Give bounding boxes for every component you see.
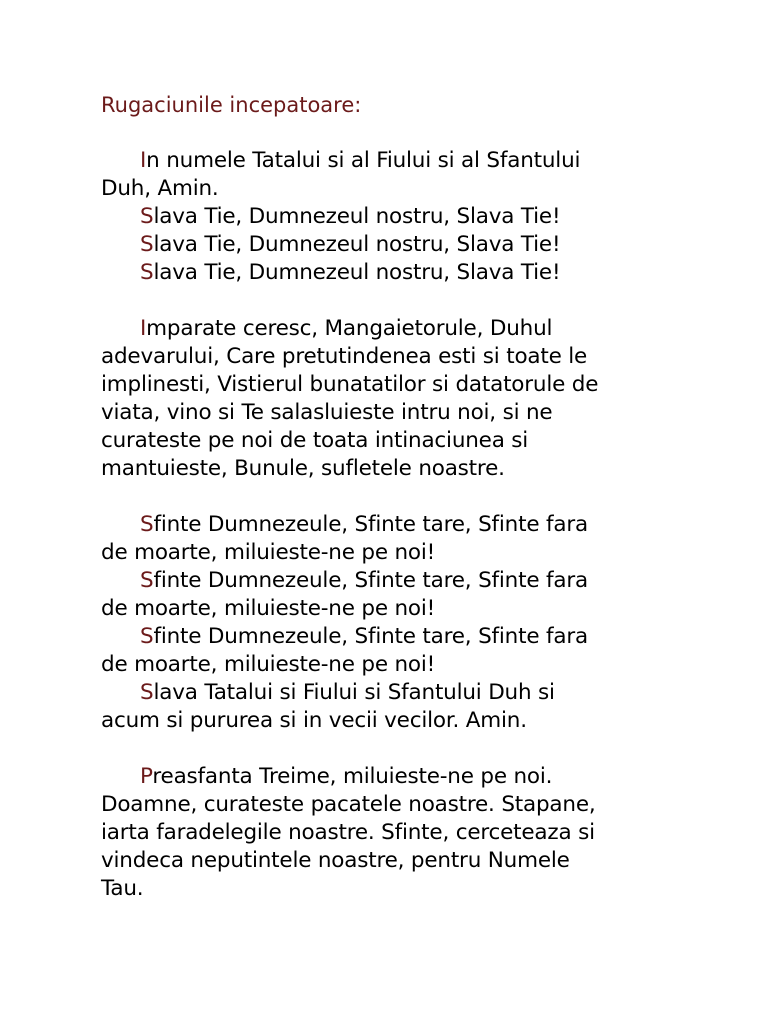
line-text: vindeca neputintele noastre, pentru Numele bbox=[101, 848, 570, 873]
line-text: finte Dumnezeule, Sfinte tare, Sfinte fara bbox=[153, 624, 588, 649]
initial-letter: S bbox=[140, 624, 154, 649]
text-line bbox=[101, 175, 666, 203]
line-text: finte Dumnezeule, Sfinte tare, Sfinte fara bbox=[153, 568, 588, 593]
line-text: viata, vino si Te salasluieste intru noi, si ne bbox=[101, 400, 553, 425]
line-text: Duh, Amin. bbox=[101, 176, 219, 201]
text-line bbox=[101, 455, 666, 483]
prayer-text bbox=[101, 147, 666, 931]
text-line bbox=[101, 203, 666, 231]
text-line bbox=[101, 875, 666, 903]
text-line bbox=[101, 763, 666, 791]
initial-letter: S bbox=[140, 680, 154, 705]
text-line bbox=[101, 427, 666, 455]
text-line bbox=[101, 567, 666, 595]
line-text: Tau. bbox=[101, 876, 144, 901]
initial-letter: I bbox=[140, 148, 147, 173]
line-text: implinesti, Vistierul bunatatilor si datatorule de bbox=[101, 372, 599, 397]
text-line bbox=[101, 651, 666, 679]
initial-letter: P bbox=[140, 764, 153, 789]
text-line bbox=[101, 819, 666, 847]
line-text: finte Dumnezeule, Sfinte tare, Sfinte fara bbox=[153, 512, 588, 537]
prayer-paragraph bbox=[101, 763, 666, 903]
initial-letter: S bbox=[140, 204, 154, 229]
text-line bbox=[101, 343, 666, 371]
text-line bbox=[101, 231, 666, 259]
initial-letter: S bbox=[140, 260, 154, 285]
text-line bbox=[101, 399, 666, 427]
line-text: n numele Tatalui si al Fiului si al Sfantului bbox=[146, 148, 581, 173]
initial-letter: S bbox=[140, 232, 154, 257]
line-text: mparate ceresc, Mangaietorule, Duhul bbox=[146, 316, 553, 341]
initial-letter: S bbox=[140, 512, 154, 537]
text-line bbox=[101, 315, 666, 343]
line-text: de moarte, miluieste-ne pe noi! bbox=[101, 652, 436, 677]
line-text: lava Tie, Dumnezeul nostru, Slava Tie! bbox=[153, 232, 561, 257]
line-text: iarta faradelegile noastre. Sfinte, cerceteaza si bbox=[101, 820, 595, 845]
line-text: de moarte, miluieste-ne pe noi! bbox=[101, 596, 436, 621]
line-text: mantuieste, Bunule, sufletele noastre. bbox=[101, 456, 505, 481]
line-text: curateste pe noi de toata intinaciunea si bbox=[101, 428, 529, 453]
line-text: reasfanta Treime, miluieste-ne pe noi. bbox=[152, 764, 553, 789]
line-text: lava Tatalui si Fiului si Sfantului Duh si bbox=[153, 680, 555, 705]
initial-letter: S bbox=[140, 568, 154, 593]
initial-letter: I bbox=[140, 316, 147, 341]
text-line bbox=[101, 371, 666, 399]
text-line bbox=[101, 847, 666, 875]
text-line bbox=[101, 539, 666, 567]
text-line bbox=[101, 791, 666, 819]
text-line bbox=[101, 707, 666, 735]
line-text: adevarului, Care pretutindenea esti si toate le bbox=[101, 344, 588, 369]
text-line bbox=[101, 259, 666, 287]
text-line bbox=[101, 679, 666, 707]
line-text: lava Tie, Dumnezeul nostru, Slava Tie! bbox=[153, 204, 561, 229]
text-line bbox=[101, 147, 666, 175]
text-line bbox=[101, 623, 666, 651]
prayer-paragraph bbox=[101, 147, 666, 287]
prayer-paragraph bbox=[101, 511, 666, 735]
prayer-paragraph bbox=[101, 315, 666, 483]
text-line bbox=[101, 595, 666, 623]
line-text: Doamne, curateste pacatele noastre. Stapane, bbox=[101, 792, 596, 817]
line-text: de moarte, miluieste-ne pe noi! bbox=[101, 540, 436, 565]
line-text: acum si pururea si in vecii vecilor. Amin. bbox=[101, 708, 527, 733]
page-title: Rugaciunile incepatoare: bbox=[101, 93, 362, 117]
line-text: lava Tie, Dumnezeul nostru, Slava Tie! bbox=[153, 260, 561, 285]
text-line bbox=[101, 511, 666, 539]
